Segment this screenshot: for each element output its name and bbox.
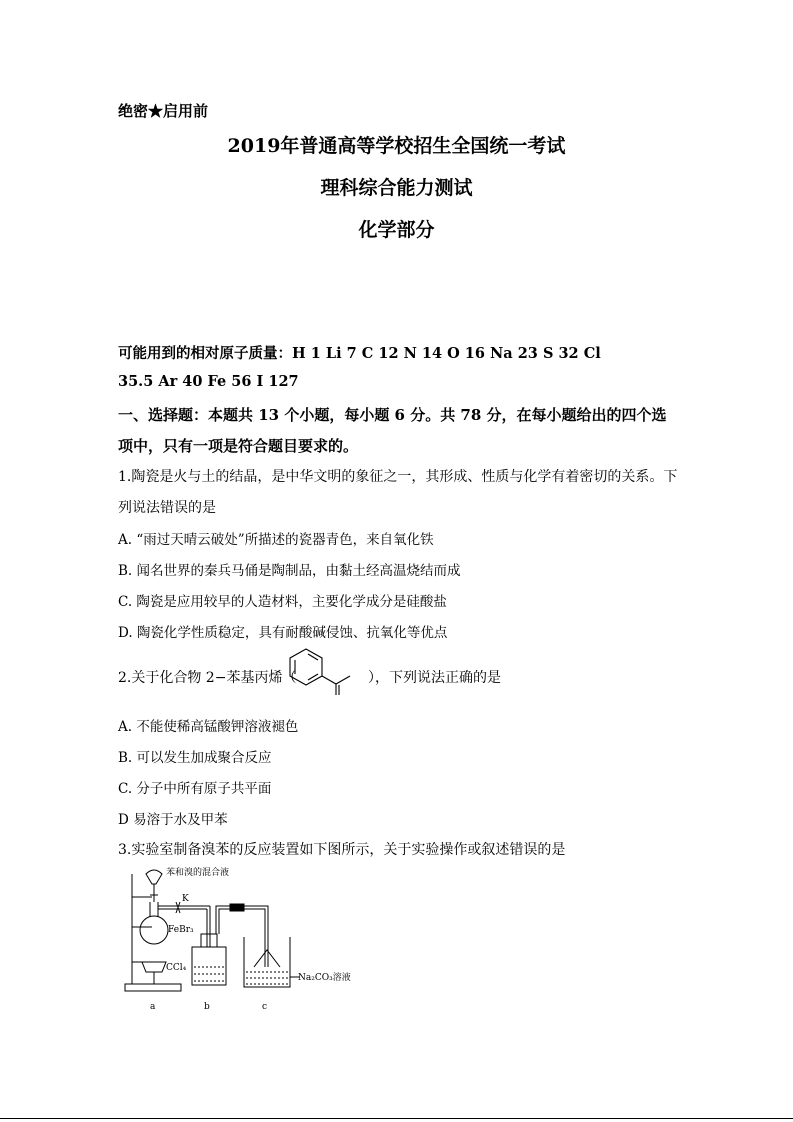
label-catalyst: FeBr₃ (168, 925, 194, 935)
bromobenzene-apparatus-figure (122, 862, 372, 1012)
q3-stem: 3.实验室制备溴苯的反应装置如下图所示，关于实验操作或叙述错误的是 (118, 842, 566, 858)
q1-option-c: C. 陶瓷是应用较早的人造材料，主要化学成分是硅酸盐 (118, 594, 447, 610)
q2-stem-after: ），下列说法正确的是 (368, 670, 501, 686)
q2-option-d: D 易溶于水及甲苯 (118, 812, 228, 828)
label-a: a (150, 1002, 156, 1012)
q1-option-a: A. “雨过天晴云破处”所描述的瓷器青色，来自氧化铁 (118, 532, 434, 548)
section-instructions-line2: 项中，只有一项是符合题目要求的。 (118, 437, 359, 455)
section-instructions-line1: 一、选择题：本题共 13 个小题，每小题 6 分。共 78 分，在每小题给出的四个选 (118, 406, 667, 424)
section-subject: 化学部分 (358, 219, 435, 241)
label-mixture: 苯和溴的混合液 (166, 868, 230, 878)
label-ccl4: CCl₄ (166, 963, 187, 973)
q2-option-c: C. 分子中所有原子共平面 (118, 781, 272, 797)
atomic-masses-line2: 35.5 Ar 40 Fe 56 I 127 (118, 373, 299, 390)
q2-stem-before: 2.关于化合物 2−苯基丙烯（ (118, 670, 297, 686)
label-k: K (182, 894, 189, 904)
exam-subtitle: 理科综合能力测试 (320, 177, 473, 199)
q2-option-a: A. 不能使稀高锰酸钾溶液褪色 (118, 719, 299, 735)
exam-title: 2019年普通高等学校招生全国统一考试 (227, 135, 566, 157)
label-b: b (204, 1002, 210, 1012)
q1-stem-line2: 列说法错误的是 (118, 500, 216, 516)
2-phenylpropene-structure (286, 647, 366, 697)
page-bottom-rule (0, 1118, 793, 1119)
confidential-label: 绝密★启用前 (118, 102, 209, 120)
q1-option-d: D. 陶瓷化学性质稳定，具有耐酸碱侵蚀、抗氧化等优点 (118, 625, 448, 641)
label-na2co3: Na₂CO₃溶液 (298, 973, 351, 983)
atomic-masses-line1: 可能用到的相对原子质量：H 1 Li 7 C 12 N 14 O 16 Na 23 S 32 Cl (118, 345, 601, 362)
label-c: c (262, 1002, 268, 1012)
q1-option-b: B. 闻名世界的秦兵马俑是陶制品，由黏土经高温烧结而成 (118, 563, 461, 579)
q2-option-b: B. 可以发生加成聚合反应 (118, 750, 272, 766)
q1-stem-line1: 1.陶瓷是火与土的结晶，是中华文明的象征之一，其形成、性质与化学有着密切的关系。下 (118, 469, 678, 485)
